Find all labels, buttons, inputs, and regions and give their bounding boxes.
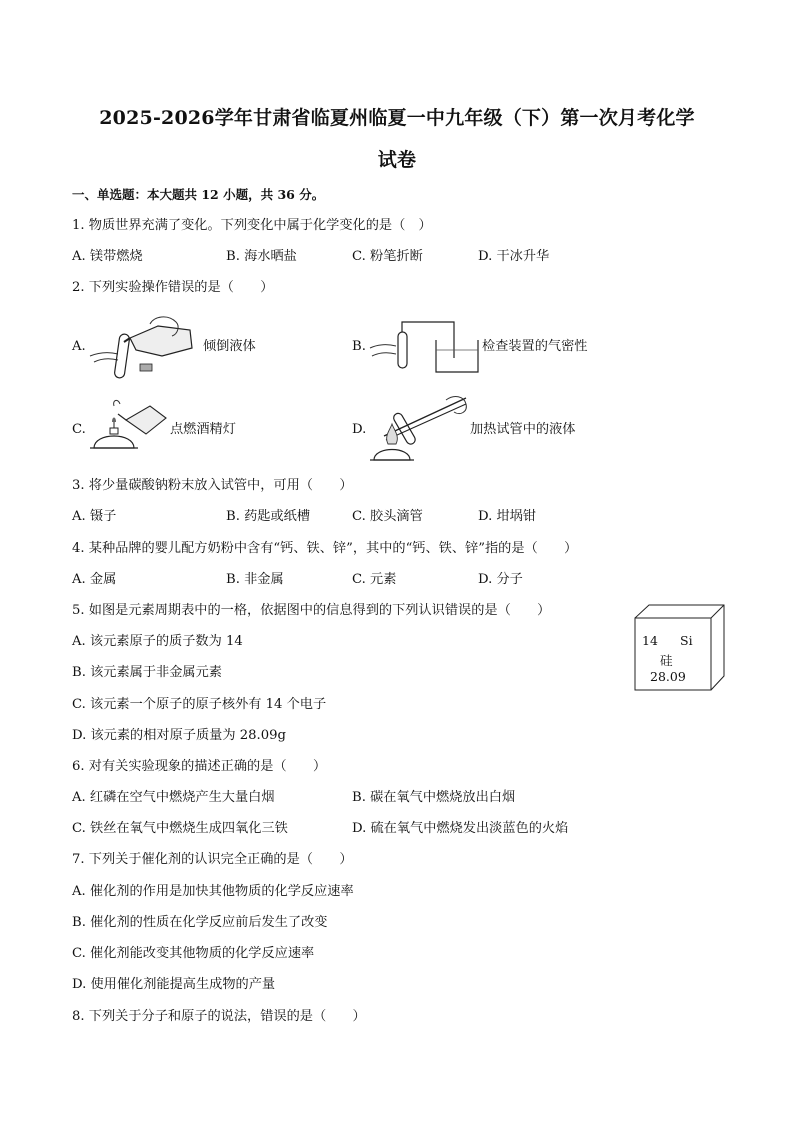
question-5-option-d: D. 该元素的相对原子质量为 28.09g	[72, 728, 286, 743]
question-4-option-b: B. 非金属	[226, 572, 284, 587]
question-7-option-d: D. 使用催化剂能提高生成物的产量	[72, 977, 276, 992]
question-5-option-c: C. 该元素一个原子的原子核外有 14 个电子	[72, 697, 327, 712]
question-6-option-c: C. 铁丝在氧气中燃烧生成四氧化三铁	[72, 821, 288, 836]
question-2-caption-d: 加热试管中的液体	[470, 422, 576, 437]
question-5-stem: 5. 如图是元素周期表中的一格，依据图中的信息得到的下列认识错误的是（ ）	[72, 603, 551, 618]
question-2-caption-a: 倾倒液体	[203, 339, 256, 354]
question-1-stem: 1. 物质世界充满了变化。下列变化中属于化学变化的是（ ）	[72, 218, 432, 233]
question-5-option-b: B. 该元素属于非金属元素	[72, 665, 222, 680]
question-3-option-b: B. 药匙或纸槽	[226, 509, 311, 524]
element-atomic-number: 14	[642, 633, 658, 648]
question-3-option-c: C. 胶头滴管	[352, 509, 423, 524]
question-6-stem: 6. 对有关实验现象的描述正确的是（ ）	[72, 759, 327, 774]
question-7-option-a: A. 催化剂的作用是加快其他物质的化学反应速率	[72, 884, 354, 899]
element-name: 硅	[660, 653, 673, 668]
question-2-option-b: B.	[352, 339, 366, 354]
question-2-caption-b: 检查装置的气密性	[482, 339, 588, 354]
question-3-stem: 3. 将少量碳酸钠粉末放入试管中，可用（ ）	[72, 478, 353, 493]
question-7-option-b: B. 催化剂的性质在化学反应前后发生了改变	[72, 915, 328, 930]
question-7-stem: 7. 下列关于催化剂的认识完全正确的是（ ）	[72, 852, 353, 867]
question-4-option-d: D. 分子	[478, 572, 523, 587]
question-6-option-d: D. 硫在氧气中燃烧发出淡蓝色的火焰	[352, 821, 569, 836]
question-2-caption-c: 点燃酒精灯	[170, 422, 236, 437]
question-1-option-a: A. 镁带燃烧	[72, 249, 143, 264]
question-1-option-c: C. 粉笔折断	[352, 249, 423, 264]
heating-liquid-figure	[370, 392, 470, 464]
airtightness-check-figure	[370, 318, 482, 374]
element-symbol: Si	[680, 633, 693, 648]
question-1-option-b: B. 海水晒盐	[226, 249, 297, 264]
question-2-option-c: C.	[72, 422, 86, 437]
question-2-option-a: A.	[72, 339, 86, 354]
question-1-option-d: D. 干冰升华	[478, 249, 550, 264]
question-6-option-a: A. 红磷在空气中燃烧产生大量白烟	[72, 790, 275, 805]
question-2-option-d: D.	[352, 422, 367, 437]
question-7-option-c: C. 催化剂能改变其他物质的化学反应速率	[72, 946, 315, 961]
question-4-option-c: C. 元素	[352, 572, 397, 587]
pouring-liquid-figure	[88, 316, 206, 382]
question-3-option-a: A. 镊子	[72, 509, 117, 524]
question-4-stem: 4. 某种品牌的婴儿配方奶粉中含有“钙、铁、锌”，其中的“钙、铁、锌”指的是（ ）	[72, 541, 578, 556]
element-atomic-mass: 28.09	[650, 669, 686, 684]
question-2-stem: 2. 下列实验操作错误的是（ ）	[72, 280, 274, 295]
section-header: 一、单选题：本大题共 12 小题，共 36 分。	[72, 187, 325, 202]
lighting-alcohol-lamp-figure	[88, 398, 172, 458]
question-6-option-b: B. 碳在氧气中燃烧放出白烟	[352, 790, 516, 805]
question-8-stem: 8. 下列关于分子和原子的说法，错误的是（ ）	[72, 1009, 366, 1024]
question-3-option-d: D. 坩埚钳	[478, 509, 537, 524]
question-5-option-a: A. 该元素原子的质子数为 14	[72, 634, 243, 649]
question-4-option-a: A. 金属	[72, 572, 117, 587]
exam-title-line2: 试卷	[377, 149, 417, 171]
exam-title-line1: 2025-2026学年甘肃省临夏州临夏一中九年级（下）第一次月考化学	[99, 107, 695, 129]
periodic-table-cell	[634, 604, 726, 694]
